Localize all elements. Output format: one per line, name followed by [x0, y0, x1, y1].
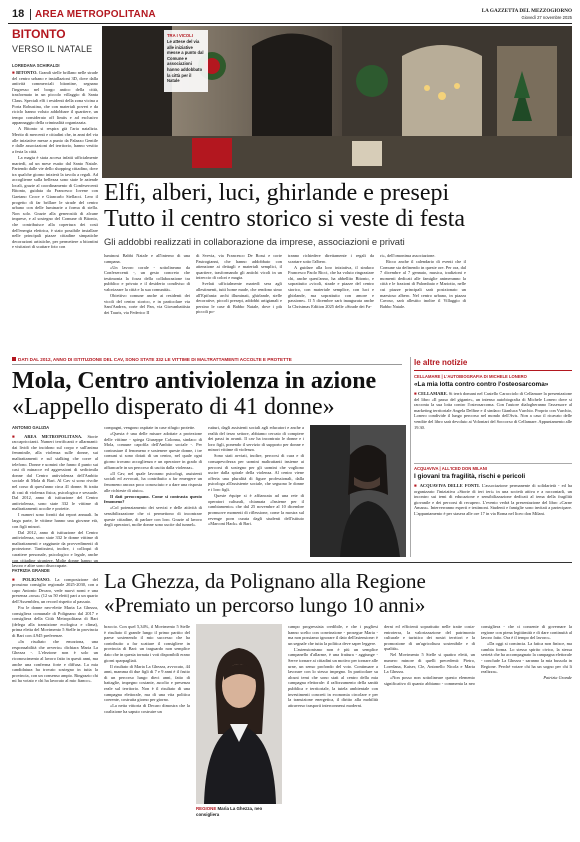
article2-col1-p3: Dal 2012, anno di istituzione del Centro antiviolenza, sono state 332 le donne vittime di maltrattamenti e raggiunte da provvedimenti di protezione. Tantissimi, inoltre, i colloqui di carattere personale, psicologico e legale, anche con cittadine straniere. Molte donne hanno un lavoro e altre sono disoccupate. [12, 529, 98, 569]
article3-col2-p1: braccio. Con quel 5,34%, il Movimento 5 Stelle è risultato il grande lungo il primo partito del paese sostenendo il mio successo che ha contribuito a far scattare il consigliere in provincia di Bari: un traguardo non semplice dato che in questa tornata i voti disponibili erano giorni sparpagliati. [104, 624, 190, 663]
page-number: 18 [12, 8, 25, 20]
sidebar-item1-lead: CELLAMARE. [417, 391, 448, 396]
article1-column-3 [196, 253, 282, 347]
sidebar-item1-kicker: CELLAMARE | L'AUTOBIOGRAFIA DI MICHELE LONERO [414, 374, 527, 379]
article3-col4-p1: derni ed efficienti soprattutto nelle tratte costa-entroterra, la valorizzazione del patrimonio culturale e turistico dei nostri territori e la promozione di un'agricoltura sostenibile e di qualità». [384, 624, 475, 652]
article3-column-1: PATRIZIA GRANDE ■ POLIGNANO. La composizione del prossimo consiglio regionale 2025-2030, con a capo Antonio Decaro, vede nuovi nomi e una presenza «rosa» (12 su 50 eletti) pari a un quarto dell'Assemblea, un record rispetto al passato. Fra le donne neo-elette Maria La Ghezza, consigliera comunale di Polignano dal 2017 e consigliera della Città Metropolitana di Bari (delega alla transizione ecologica e clima), prima eletta del Movimento 5 Stelle in provincia di Bari con 4.945 preferenze. «In risultato che emoziona, una responsabilità che avverto» dichiara Maria La Ghezza -. L'elezione non è solo un riconoscimento al lavoro fatto in questi anni, ma anche una conferma forte e diffusa. La mia candidatura ha trovato sostegno in tutta la provincia, con un consenso ampio. Ringrazio chi mi ha votato e chi ha lavorato al mio fianco». [12, 568, 99, 684]
woman-silhouette-illustration [310, 425, 406, 557]
article3-headline-2: «Premiato un percorso lungo 10 anni» [104, 593, 426, 617]
article3-column-4 [384, 624, 572, 834]
portrait-illustration [196, 624, 282, 804]
article2-column-3 [208, 425, 304, 557]
article1-column-4 [288, 253, 374, 347]
sidebar-item2-lead: ACQUAVIVA DELLE FONTI. [419, 483, 480, 488]
town-subtitle: VERSO IL NATALE [12, 44, 93, 54]
article3-col2-p2: Il risultato di Maria La Ghezza, avvocato, 44 anni, mamma di due figli di 7 e 9 anni è il frutto di un percorso lungo dieci anni, fatto di battaglie, impegno costante, ascolto e presenza reale sul territorio. Non è il risultato di una campagna elettorale, ma di una vita politica coerente, costruita giorno per giorno. [104, 663, 190, 703]
article2-column-1: ANTONIO GALIZIA ■ AREA METROPOLITANA. Storie raccapriccianti. Numeri terrificanti e allarmanti: dai lividi che incidono sul corpo e sull'anima femminile, alla violenza sulle donne, sui maltrattamenti e sul stalking che corre al telefono. Donne e uomini che fanno il punto sui casi di minacce ed aggressioni di sedicimila donne dal Centro antiviolenza dell'Ambito sociale di Mola di Bari. Al Cav si sono rivolte nel corso di quest'anno circa 41 donne. Si tratta di casi di violenza fisica, psicologica e sessuale. Dal 2012, anno di istituzione del Centro antiviolenza, sono state 332 le vittime di maltrattamenti accolte e protette. I numeri sono forniti dai report annuali. In larga parte, le vittime hanno una giovane età, con figli minori. Dal 2012, anno di istituzione del Centro antiviolenza, sono state 332 le donne vittime di maltrattamenti e raggiunte da provvedimenti di protezione. Tantissimi, inoltre, i colloqui di carattere personale, psicologico e legale, anche con cittadine straniere. Molte donne hanno un lavoro e altre sono disoccupate. [12, 425, 98, 569]
article2-headline-2: «Lappello disperato di 41 donne» [12, 394, 335, 420]
article1-headline-2: Tutto il centro storico si veste di festa [104, 206, 466, 232]
header-rule [8, 23, 572, 24]
sidebar-item2-body: ■ ACQUAVIVA DELLE FONTI. L'associazione permanente di solidarietà - ed ha organizzato l'iniziativa «Storie di ieri ieri» in una società attiva e a raccontarli, un incontro sui temi di educazione e sensibilizzazione dedicati al tema della fragilità giovanile e dei percorsi di recupero. L'evento vedrà la presentazione del libro «Carne Amara». Interverranno esperti e testimoni. Studenti e famiglie sono invitati a partecipare. L'appuntamento è per stasera alle ore 17 in via Roma nel liceo don Milani. [414, 483, 572, 516]
article2-headline-1: Mola, Centro antiviolenza in azione [12, 368, 377, 394]
article3-col4-p2: Nel Movimento 5 Stelle si quattro eletti, un numero minore di quelli precedenti: Pietro, Loredana, Kaiser, Cle, Antonello Nicola e Maria La Ghezza. [384, 652, 475, 675]
page-header [8, 8, 572, 22]
article1-headline-1: Elfi, alberi, luci, ghirlande e presepi [104, 180, 450, 206]
article2-banner-text: DATI DAL 2012, ANNO DI ISTITUZIONE DEL CAV, SONO STATE 332 LE VITTIME DI MALTRATTAMENTI ACCOLTE E PROTETTE [18, 357, 292, 362]
portrait-caption-label: REGIONE [196, 806, 217, 811]
article1-col5-p2: Ricco anche il calendario di eventi che il Comune sta definendo in queste ore. Per ora, dal 7 dicembre al 7 gennaio, musica, tradizioni e momenti dedicati alle famiglie animeranno la città e le frazioni di Palombaio e Mariotto, nelle cui piazze principali sarà posizionato un maestoso albero. Nel centro urbano, in piazza Cavour, sarà allestito inoltre il Villaggio di Babbo Natale. [380, 259, 466, 309]
article1-col1-p2: A Bitonto si respira già l'aria natalizia. Merito di mercenti e cittadini che, in anni del via alle iniziative messe a punto da Palazzo Gentile e dalle associazioni del territorio, hanno vestito a festa la città. [12, 126, 98, 154]
article3-col1-p1: La composizione del prossimo consiglio regionale 2025-2030, con a capo Antonio Decaro, vede nuovi nomi e una presenza «rosa» (12 su 50 eletti) pari a un quarto dell'Assemblea, un record rispetto al passato. [12, 576, 99, 604]
sidebar-item2-headline: I giovani tra fragilità, rischi e pericoli [414, 473, 526, 480]
article2-col1-p1: Storie raccapriccianti. Numeri terrificanti e allarmanti: dai lividi che incidono sul corpo e sull'anima femminile, alla violenza sulle donne, sui maltrattamenti e sul stalking che corre al telefono. Donne e uomini che fanno il punto sui casi di minacce ed aggressioni di sedicimila donne dal Centro antiviolenza dell'Ambito sociale di Mola di Bari. Al Cav si sono rivolte nel corso di quest'anno circa 41 donne. Si tratta di casi di violenza fisica, psicologica e sessuale. Dal 2012, anno di istituzione del Centro antiviolenza, sono state 332 le vittime di maltrattamenti accolte e protette. [12, 433, 98, 512]
banner-square-icon [12, 357, 16, 361]
sidebar-item2-kicker: ACQUAVIVA | ALL'ICED DON MILANI [414, 466, 487, 471]
newspaper-name: LA GAZZETTA DEL MEZZOGIORNO [481, 8, 572, 14]
article2-col2-p2: «Questa è una delle misure adottate a protezione delle vittime - spiega Giuseppe Colonna, sindaco di Mola, comune capofila dell'Ambito sociale -. Per contrastare il fenomeno e sostenere queste donne, i tre comuni si sono dotati di un centro, nel quale ogni giorno trovano accoglienza e un operatore in grado di affiancarle in un percorso di uscita dalla violenza». [104, 431, 202, 470]
article2-banner-rule [12, 364, 402, 365]
town-name: BITONTO [12, 27, 66, 41]
section-label: AREA METROPOLITANA [35, 9, 156, 20]
article2-col1-p2: I numeri sono forniti dai report annuali. In larga parte, le vittime hanno una giovane età, con figli minori. [12, 512, 98, 529]
page-number-divider [30, 9, 31, 20]
sidebar-title-rule [414, 370, 572, 371]
woman-in-shadow-photo [310, 425, 406, 557]
article3-column-2 [104, 624, 190, 834]
article1-lead: BITONTO. [16, 70, 38, 75]
article2-col2-p5: «Col potenziamento dei servizi e delle attività di sensibilizzazione che ci permettono di incontrare queste cittadine, di parlare con loro. Grazie al lavoro degli operatori, molte donne sono uscite dal tunnel». [104, 505, 202, 528]
article1-col4-p2: A guidare alla loro iniziativa, il sindaco Francesco Paolo Ricci, che ha voluto ringraziare chi, anche quest'anno, ha abbellito Bitonto, e soprattutto «vicoli, strade e piazze del centro storico, con materiale semplice, con luci e ghirlande, ma soprattutto con amore e passione». Il 5 dicembre sarà inaugurata anche la Christmas Edition 2025 delle «Strade dei Fa- [288, 264, 374, 309]
article3-byline: PATRIZIA GRANDE [12, 568, 50, 573]
article3-col2-p3: «La netta vittoria di Decaro dimostra che la coalizione ha saputo costruire un [104, 703, 190, 714]
article3-headline-1: La Ghezza, da Polignano alla Regione [104, 569, 426, 593]
portrait-caption-text: Maria La Ghezza, neo consigliera [196, 806, 263, 817]
article1-col1-p3: La magia è stata accesa infatti ufficialmente martedì, ad un mese esatto dal Santo Natale. Partendo dalle vie dello shopping cittadino, dove tra qualche giorno inizierà la tavola a regali. Ad accoglierne sulla bellezza sono state le aziende locali, grazie al coordinamento di Confesercenti Bitonto, guidata da Francesco Iovene con Gaetano Croce e Giancarlo Stellacci. Lero il progetto di far brillare le strade del centro urbano con delle luminarie a forma di stella. Non solo. Grazie alla generosità di alcune imprese, e al sostegno del Comune di Bitonto, che contribuisce alla copertura dei costi dell'energia elettrica, è stato possibile installare nelle principali piazze cittadine simpatiche decorazioni artistiche, per permettere a bitontini e visitatori di scattare foto con [12, 154, 98, 250]
article1-col3-p1: di Svevia, via Francesco De Rossi e corte Pastrogianni, che hanno addobbato con attenzione ai dettagli e materiali semplici, il quartiere, trasformando gli antichi vicoli in un intreccio di colori e magia. [196, 253, 282, 281]
article1-col1-p1: Grandi stelle brillano nelle strade del centro urbano e installazioni 3D, dove dalla antività commerciali bitontine, segnano l'ingresso nel borgo antico della città, trasformato in un piccolo villaggio di Santa Claus. Speciali elfi i residenti della zona vicina a Porta Robustina, che con materiali poveri e da riciclo hanno voluto addobbare il quartiere, un tempo considerato off limits e ad esclusivo appannaggio della criminalità organizzata. [12, 70, 98, 126]
article1-column-2 [104, 253, 190, 347]
article1-col2-p2: «Un lavoro corale - sottolineano da Confesercenti -, un gesto concreto che testimonia la forza della collaborazione tra pubblico e privato e il desiderio condiviso di valorizzare la città e la sua comunità». [104, 264, 190, 293]
article2-col3-p2: Sono stati avviati, inoltre, percorsi di cura e di consapevolezza per uomini maltrattanti insieme ai percorsi di sostegno per gli uomini che vogliono uscire dalla spirale della violenza. Al centro viene offerta una pluralità di figure professionali, dalla psicologa all'assistente sociale, che seguono le donne e i loro figli. [208, 453, 304, 493]
sidebar-divider [410, 357, 411, 557]
sidebar-item1-headline: «La mia lotta contro contro l'osteosarcoma» [414, 381, 549, 388]
article2-banner [12, 357, 402, 363]
sidebar-title: le altre notizie [414, 358, 468, 367]
article1-byline: LOREDANA SCHIRALDI [12, 63, 60, 68]
article2-col3-p3: Queste équipe si è affiancata ad una rete di operatori culturali, chiamata «Insieme per il cambiamento» che dal 25 novembre al 10 dicembre promuove momenti di riflessione, come la mostra sul revenge porn curata dagli studenti dell'istituto «Marconi Hack» di Bari. [208, 493, 304, 527]
article3-col3-p2: L'astensionismo non è più un semplice campanello d'allarme, è una frattura - aggiunge - Serve tornare ai cittadini un motivo per tornare alle urne, un senso profondo del voto. Continuare a lavorare con lo stesso impegno. In particolare su alcuni temi che sono stati al centro della mia campagna elettorale: il rafforzamento della sanità pubblica e territoriale, la tutela ambientale con investimenti concreti in economia circolare e per la transizione energetica, il diritto alla mobilità attraverso trasporti interconnessi moderni. [288, 646, 378, 708]
article1-col2-p3: Obiettivo comune anche ai residenti dei vicoli del centro storico, e in particolare via Sant'Andrea, corte del Pan, via Giovanbattista dei Tauris, via Federico II [104, 293, 190, 315]
article1-column-5 [380, 253, 466, 347]
article3-col1-p2: Fra le donne neo-elette Maria La Ghezza, consigliera comunale di Polignano dal 2017 e consigliera della Città Metropolitana di Bari (delega alla transizione ecologica e clima), prima eletta del Movimento 5 Stelle in provincia di Bari con 4.945 preferenze. [12, 605, 98, 639]
article3-column-3 [288, 624, 378, 834]
article1-subhead: Gli addobbi realizzati in collaborazione da imprese, associazioni e privati [104, 236, 405, 247]
photo-caption-text: Le attese del via alle iniziative messe a punto dal Comune e associazioni hanno addobbato la città per il Natale [167, 39, 204, 84]
christmas-alley-photo [102, 26, 572, 178]
article3-col3-p1: campo progressista credibile, e che i pugliesi hanno scelto con convinzione - prosegue Maria - ma non possiamo ignorare il dato dell'astensione: è un segnale che tutta la politica deve saper leggere. [288, 624, 378, 646]
portrait-caption [196, 806, 282, 817]
sidebar-separator [414, 463, 572, 464]
sidebar-item1-text: Si terrà domani nel Castello Caracciolo di Cellamare la presentazione del libro «Il passo del gigante», un intenso autobiografia di Michele Lonero dove si racconta la sua lotta contro l'osteosarcoma. Con l'autore dialogheranno l'assessore al marketing territoriale Angela Delfine e il sindaco Gianluca Vurchio. Proprio con Vurchio, Lonero condivide il lungo percorso nel mondo dell'Avis. Non a caso il ricavato delle vendite del libro sarà devoluto ai Volontari del Soccorso di Cellamare. Appuntamento alle 19.30. [414, 391, 572, 430]
article3-top-rule [12, 562, 572, 563]
article1-col3-p2: Svelati ufficialmente martedì sera agli allestimenti, tutti home made, che rendono simo all'Epifania: archi illuminati, ghirlande, stelle decorative, piccoli presepi, addobbi artigianali e persino le case di Babbo Natale, dove i più piccoli po- [196, 281, 282, 315]
issue-date: Giovedì 27 novembre 2025 [521, 15, 572, 20]
article3-col4-p3: «Non posso non sottolineare questo elemento significativo di quanto abbiamo - commenta la neo consigliera - che ci consente di governare la regione con piena legittimità e di dare continuità al lavoro fatto. Ora è il tempo del lavoro». [384, 624, 572, 686]
article3-lead: POLIGNANO. [22, 576, 51, 582]
article2-col3-p1: rutturi, dagli assistenti sociali agli educatori e anche a realtà del terzo settore, abbiamo cercato di compiere dei passi in avanti. Il cav ha incontrato le donne e i loro figli, ponendo il servizio di supporto per donne e minori vittime di violenza. [208, 425, 304, 453]
article1-col4-p1: tranno richiedere direttamente i regali da scartare sotto l'albero. [288, 253, 374, 264]
article3-col1-p3: «In risultato che emoziona, una responsabilità che avverto» dichiara Maria La Ghezza -. L'elezione non è solo un riconoscimento al lavoro fatto in questi anni, ma anche una conferma forte e diffusa. La mia candidatura ha trovato sostegno in tutta la provincia, con un consenso ampio. Ringrazio chi mi ha votato e chi ha lavorato al mio fianco». [12, 639, 98, 684]
photo-caption-title: TRA I VICOLI [167, 33, 193, 38]
article3-col4-p4: «Da oggi si comincia. La fatica non finisce, ma cambia forma. Lo stesso spirito civico, la stessa serietà che ha accompagnato la campagna elettorale - conclude La Ghezza - saranno la mia bussola in Regione. Perché votare chi ha un sogno per chi li realizza». [481, 641, 572, 675]
article2-col2-p3: «Il Cav, nel quale lavorano psicologi, assistenti sociali ed avvocati, ha contribuito a far emergere un fenomeno ancora poco conosciuto e a dare una risposta alle richieste di aiuto». [104, 470, 202, 493]
article1-col2-p1: luminosi Babbi Natale e all'interno di una campana. [104, 253, 190, 264]
photo-caption-box [164, 30, 208, 92]
sidebar-item2-text: L'associazione permanente di solidarietà - ed ha organizzato l'iniziativa «Storie di ieri ieri» in una società attiva e a raccontarli, un incontro sui temi di educazione e sensibilizzazione dedicati al tema della fragilità giovanile e dei percorsi di recupero. L'evento vedrà la presentazione del libro «Carne Amara». Interverranno esperti e testimoni. Studenti e famiglie sono invitati a partecipare. L'appuntamento è per stasera alle ore 17 in via Roma nel liceo don Milani. [414, 483, 572, 516]
article2-col2-p4: Il dati preoccupano. Come si contrasta questo fenomeno? [104, 493, 202, 505]
portrait-photo [196, 624, 282, 804]
article2-byline: ANTONIO GALIZIA [12, 425, 50, 430]
sidebar-item1-body: ■ CELLAMARE. Si terrà domani nel Castello Caracciolo di Cellamare la presentazione del libro «Il passo del gigante», un intenso autobiografia di Michele Lonero dove si racconta la sua lotta contro l'osteosarcoma. Con l'autore dialogheranno l'assessore al marketing territoriale Angela Delfine e il sindaco Gianluca Vurchio. Proprio con Vurchio, Lonero condivide il lungo percorso nel mondo dell'Avis. Non a caso il ricavato delle vendite del libro sarà devoluto ai Volontari del Soccorso di Cellamare. Appuntamento alle 19.30. [414, 391, 572, 430]
article2-column-2 [104, 425, 202, 557]
article1-col5-p1: ri», dell'omonima associazione. [380, 253, 436, 258]
article2-lead: AREA METROPOLITANA. [24, 433, 83, 439]
article1-column-1: ■ BITONTO. Grandi stelle brillano nelle strade del centro urbano e installazioni 3D, dove dalla antività commerciali bitontine, segnano l'ingresso nel borgo antico della città, trasformato in un piccolo villaggio di Santa Claus. Speciali elfi i residenti della zona vicina a Porta Robustina, che con materiali poveri e da riciclo hanno voluto addobbare il quartiere, un tempo considerato off limits e ad esclusivo appannaggio della criminalità organizzata. A Bitonto si respira già l'aria natalizia. Merito di mercenti e cittadini che, in anni del via alle iniziative messe a punto da Palazzo Gentile e dalle associazioni del territorio, hanno vestito a festa la città. La magia è stata accesa infatti ufficialmente martedì, ad un mese esatto dal Santo Natale. Partendo dalle vie dello shopping cittadino, dove tra qualche giorno inizierà la tavola a regali. Ad accoglierne sulla bellezza sono state le aziende locali, grazie al coordinamento di Confesercenti Bitonto, guidata da Francesco Iovene con Gaetano Croce e Giancarlo Stellacci. Lero il progetto di far brillare le strade del centro urbano con delle luminarie a forma di stella. Non solo. Grazie alla generosità di alcune imprese, e al sostegno del Comune di Bitonto, che contribuisce alla copertura dei costi dell'energia elettrica, è stato possibile installare nelle principali piazze cittadine simpatiche decorazioni artistiche, per permettere a bitontini e visitatori di scattare foto con [12, 70, 98, 250]
article3-signature: Patrizia Grande [543, 675, 572, 681]
article2-col2-p1: compagni, vengono ospitate in case rifugio protette. [104, 425, 196, 430]
